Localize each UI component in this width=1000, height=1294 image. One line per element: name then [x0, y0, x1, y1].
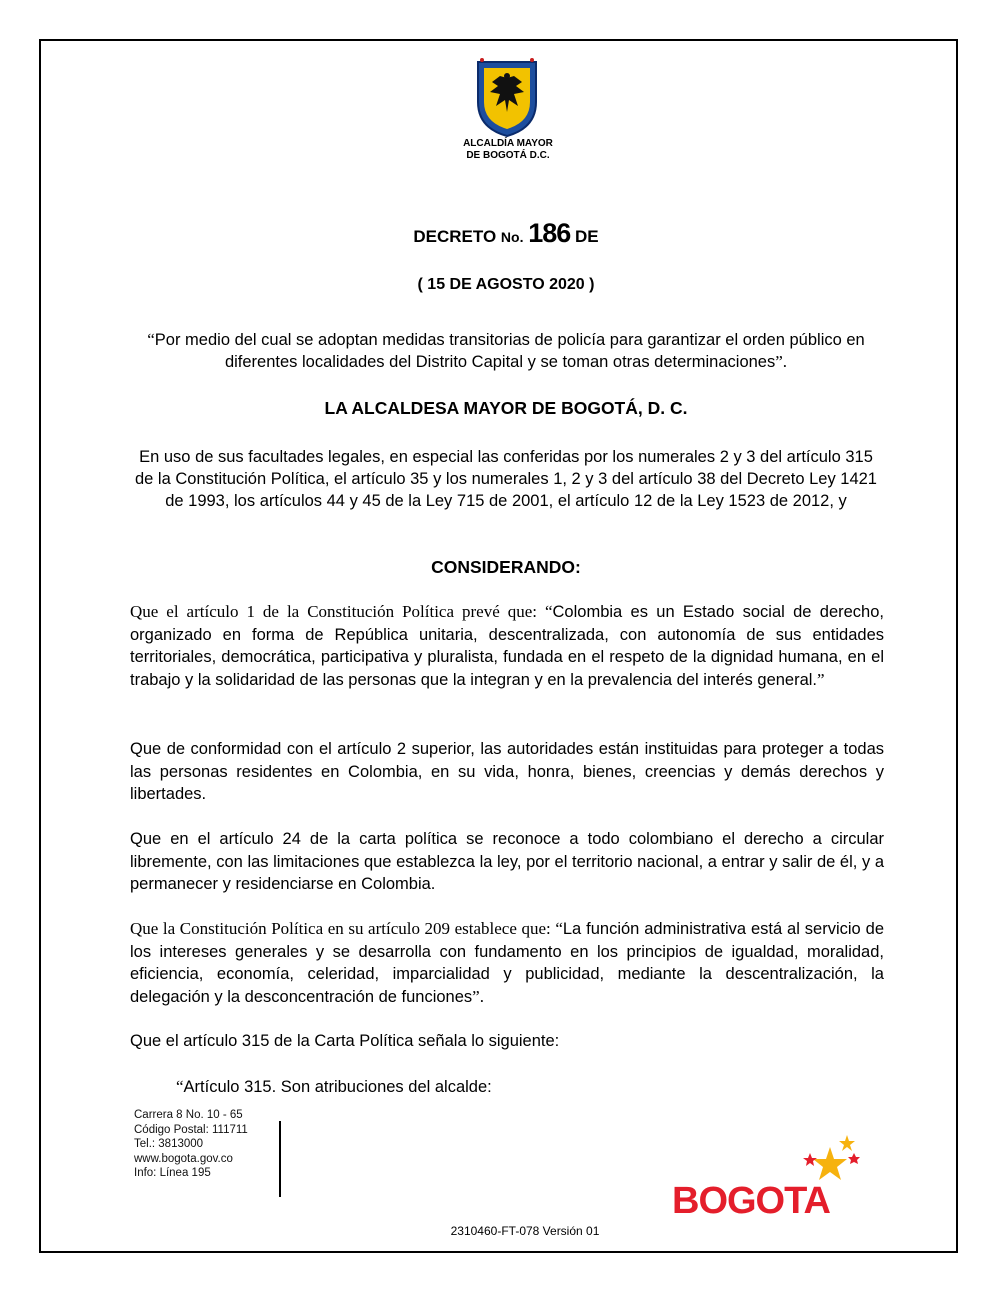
subject-open-quote: “	[147, 330, 155, 349]
website-line: www.bogota.gov.co	[134, 1152, 233, 1165]
subject-close-quote: ”.	[775, 352, 788, 371]
subject-text: Por medio del cual se adoptan medidas transitorias de policía para garantizar el orden público en diferentes localidades del Distrito Capital y se toman otras determinaciones	[154, 331, 865, 371]
paragraph-5: Que el artículo 315 de la Carta Política señala lo siguiente:	[130, 1032, 560, 1050]
address-line: Carrera 8 No. 10 - 65	[134, 1109, 243, 1121]
footer-divider	[279, 1121, 281, 1197]
paragraph-1	[130, 601, 884, 691]
stars-icon	[800, 1133, 862, 1185]
p4-close: ”.	[472, 986, 484, 1006]
decree-suffix: DE	[575, 227, 599, 246]
p1-quote: Colombia es un Estado social de derecho, organizado en forma de República unitaria, descentralizada, con autonomía de sus entidades territoriales, democrática, participativa y pluralista, fundada en el respeto de la dignidad humana, en el trabajo y la solidaridad de las personas que la integran y en la prevalencia del interés general.	[130, 603, 884, 689]
considerando-heading: CONSIDERANDO:	[431, 557, 581, 577]
p6-open-quote: “	[176, 1077, 184, 1096]
postal-code-line: Código Postal: 111711	[134, 1123, 248, 1136]
paragraph-2: Que de conformidad con el artículo 2 superior, las autoridades están instituidas para proteger a todas las personas residentes en Colombia, en su vida, honra, bienes, creencias y demás derechos y libertades.	[130, 740, 884, 803]
p6-text: Artículo 315. Son atribuciones del alcalde:	[183, 1078, 492, 1096]
decree-date: ( 15 DE AGOSTO 2020 )	[417, 276, 595, 293]
decree-prefix: DECRETO	[413, 227, 497, 246]
decree-number: 186	[528, 218, 571, 248]
coat-of-arms-icon	[472, 56, 542, 138]
authority-heading: LA ALCALDESA MAYOR DE BOGOTÁ, D. C.	[324, 398, 688, 418]
seal-line-2: DE BOGOTÁ D.C.	[466, 150, 550, 161]
seal-caption	[430, 138, 586, 162]
preamble: En uso de sus facultades legales, en especial las conferidas por los numerales 2 y 3 del artículo 315 de la Constitución Política, el artículo 35 y los numerales 1, 2 y 3 del artículo 38 del Decreto Ley 1421 de 1993, los artículos 44 y 45 de la Ley 715 de 2001, el artículo 12 de la Ley 1523 de 2012, y	[134, 448, 877, 510]
phone-line: Tel.: 3813000	[134, 1138, 204, 1150]
seal-line-1: ALCALDÍA MAYOR	[463, 138, 553, 149]
p1-close: ”	[817, 669, 825, 689]
paragraph-6	[176, 1077, 492, 1097]
p4-quote: La función administrativa está al servicio de los intereses generales y se desarrolla con fundamento en los principios de igualdad, moralidad, eficiencia, economía, celeridad, imparcialidad y publicidad, mediante la descentralización, la delegación y la desconcentración de funciones	[130, 920, 884, 1006]
paragraph-3: Que en el artículo 24 de la carta política se reconoce a todo colombiano el derecho a circular libremente, con las limitaciones que establezca la ley, por el territorio nacional, a entrar y salir de él, y a permanecer y residenciarse en Colombia.	[130, 830, 884, 893]
info-line: Info: Línea 195	[134, 1167, 211, 1179]
p4-intro: Que la Constitución Política en su artículo 209 establece que: “	[130, 919, 563, 938]
form-version: 2310460-FT-078 Versión 01	[450, 1224, 600, 1238]
paragraph-4	[130, 918, 884, 1008]
decree-no-label: No.	[500, 229, 524, 245]
footer-address	[134, 1108, 248, 1181]
p1-intro: Que el artículo 1 de la Constitución Política prevé que: “	[130, 602, 553, 621]
bogota-logo: BOGOTA	[672, 1180, 830, 1222]
decree-title	[128, 218, 884, 249]
decree-subject	[128, 329, 884, 373]
